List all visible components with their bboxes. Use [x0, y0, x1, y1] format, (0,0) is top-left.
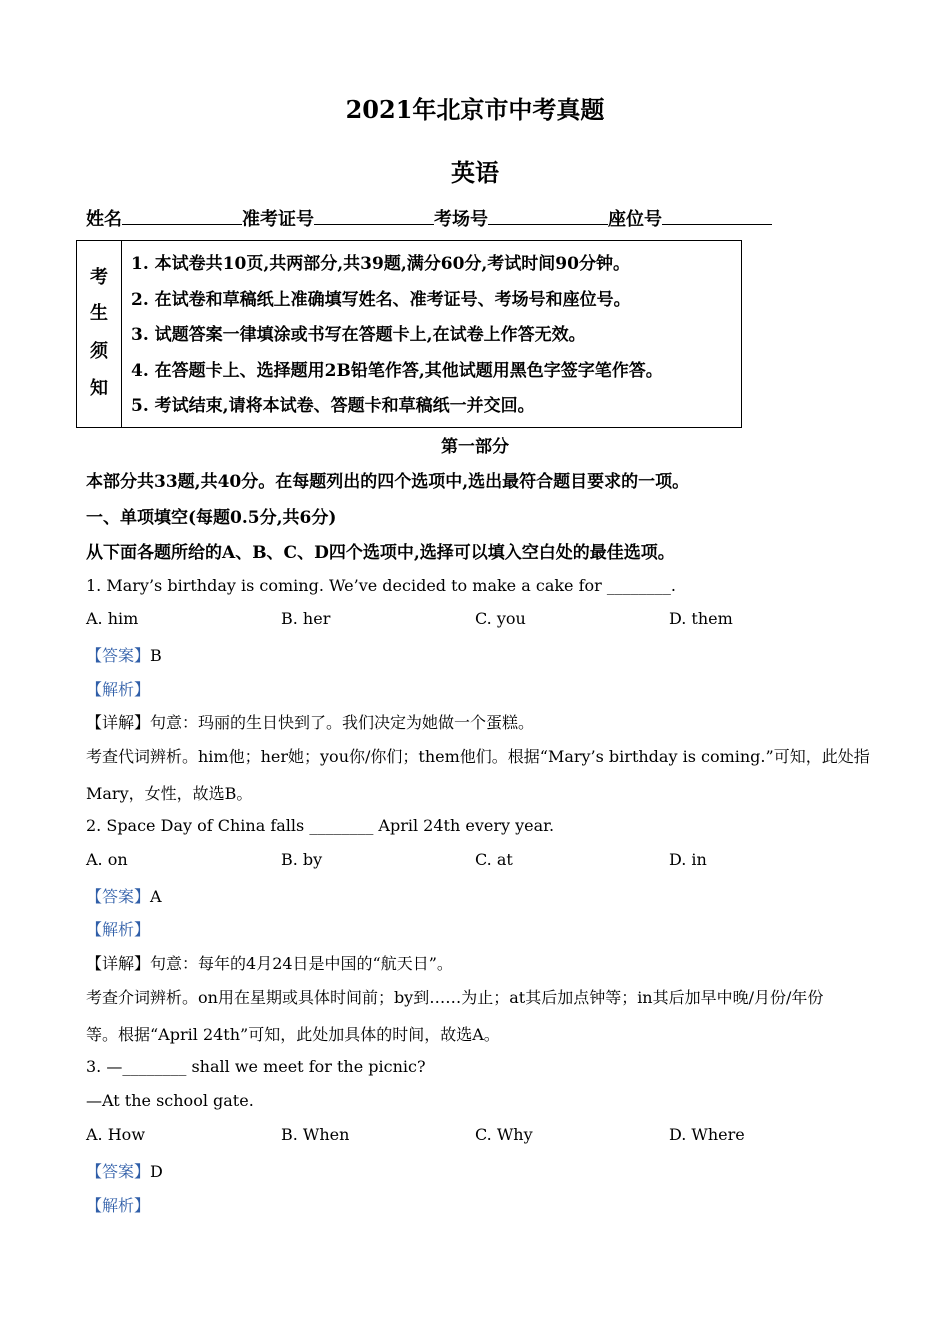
page-title: 2021年北京市中考真题 — [345, 95, 605, 124]
answer-label: 【答案】 — [86, 1162, 151, 1181]
section-instruction: 从下面各题所给的A、B、C、D四个选项中,选择可以填入空白处的最佳选项。 — [86, 543, 675, 563]
explanation-text: 考查代词辨析。him他；her她；you你/你们；them他们。根据“Mary’s birthday is coming.”可知，此处指 — [86, 747, 870, 766]
option-b[interactable]: B. her — [281, 609, 331, 628]
analysis-label: 【解析】 — [86, 680, 151, 699]
option-a[interactable]: A. on — [86, 850, 128, 869]
exam-id-label: 准考证号 — [242, 209, 314, 230]
answer-line — [86, 1159, 163, 1182]
detail-label: 【详解】 — [86, 954, 151, 973]
detail-text: 句意：玛丽的生日快到了。我们决定为她做一个蛋糕。 — [150, 713, 535, 732]
exam-id-blank[interactable] — [314, 206, 434, 225]
notice-box — [76, 240, 742, 428]
option-d[interactable]: D. Where — [669, 1125, 745, 1144]
question-stem: 2. Space Day of China falls ________ April 24th every year. — [86, 816, 555, 835]
detail-line — [86, 710, 534, 733]
notice-item: 5. 考试结束,请将本试卷、答题卡和草稿纸一并交回。 — [131, 396, 535, 416]
option-c[interactable]: C. you — [475, 609, 526, 628]
name-blank[interactable] — [122, 206, 242, 225]
subject-title: 英语 — [451, 158, 499, 187]
seat-blank[interactable] — [662, 206, 772, 225]
option-b[interactable]: B. When — [281, 1125, 350, 1144]
answer-label: 【答案】 — [86, 887, 151, 906]
seat-label: 座位号 — [608, 209, 662, 230]
notice-item: 2. 在试卷和草稿纸上准确填写姓名、准考证号、考场号和座位号。 — [131, 290, 631, 310]
name-label: 姓名 — [86, 209, 122, 230]
room-label: 考场号 — [434, 209, 488, 230]
notice-char: 须 — [90, 341, 108, 362]
option-d[interactable]: D. in — [669, 850, 707, 869]
question-stem: 1. Mary’s birthday is coming. We’ve decided to make a cake for ________. — [86, 576, 676, 595]
explanation-text: 考查介词辨析。on用在星期或具体时间前；by到……为止；at其后加点钟等；in其后加早中晚/月份/年份 — [86, 988, 824, 1007]
notice-item: 4. 在答题卡上、选择题用2B铅笔作答,其他试题用黑色字签字笔作答。 — [131, 361, 663, 381]
notice-side-label — [77, 241, 122, 427]
section-title: 一、单项填空(每题0.5分,共6分) — [86, 508, 337, 528]
question-response: —At the school gate. — [86, 1091, 254, 1110]
option-a[interactable]: A. him — [86, 609, 139, 628]
notice-char: 考 — [90, 267, 108, 288]
notice-item: 1. 本试卷共10页,共两部分,共39题,满分60分,考试时间90分钟。 — [131, 254, 630, 274]
explanation-text: Mary，女性，故选B。 — [86, 784, 253, 803]
detail-label: 【详解】 — [86, 713, 151, 732]
option-c[interactable]: C. Why — [475, 1125, 533, 1144]
room-blank[interactable] — [488, 206, 608, 225]
option-b[interactable]: B. by — [281, 850, 323, 869]
answer-line — [86, 643, 162, 666]
answer-value: B — [150, 646, 162, 665]
answer-label: 【答案】 — [86, 646, 151, 665]
question-stem: 3. —________ shall we meet for the picnic? — [86, 1057, 426, 1076]
notice-char: 生 — [90, 303, 108, 324]
option-a[interactable]: A. How — [86, 1125, 146, 1144]
detail-line — [86, 951, 453, 974]
option-d[interactable]: D. them — [669, 609, 733, 628]
answer-value: D — [150, 1162, 163, 1181]
detail-text: 句意：每年的4月24日是中国的“航天日”。 — [150, 954, 453, 973]
part-intro: 本部分共33题,共40分。在每题列出的四个选项中,选出最符合题目要求的一项。 — [86, 472, 690, 492]
notice-char: 知 — [90, 378, 108, 399]
notice-item: 3. 试题答案一律填涂或书写在答题卡上,在试卷上作答无效。 — [131, 325, 586, 345]
option-c[interactable]: C. at — [475, 850, 513, 869]
analysis-label: 【解析】 — [86, 1196, 151, 1215]
answer-value: A — [150, 887, 162, 906]
explanation-text: 等。根据“April 24th”可知，此处加具体的时间，故选A。 — [86, 1025, 500, 1044]
part-title: 第一部分 — [441, 437, 509, 457]
analysis-label: 【解析】 — [86, 920, 151, 939]
info-fields — [86, 205, 772, 231]
answer-line — [86, 884, 162, 907]
